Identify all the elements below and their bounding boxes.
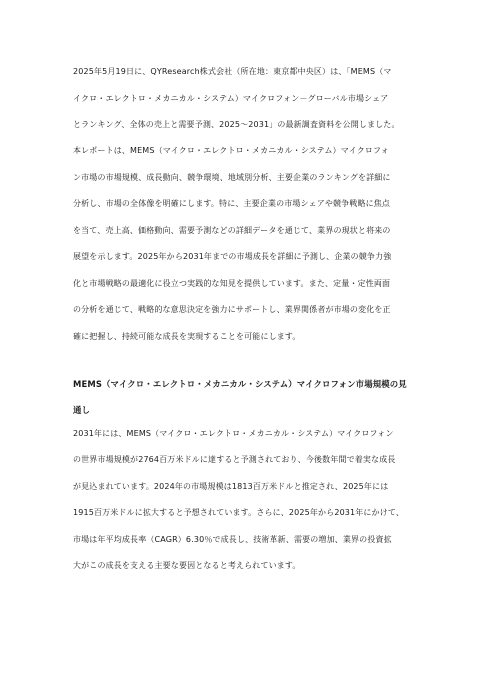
- intro-line: 展望を示します。2025年から2031年までの市場成長を詳細に予測し、企業の競争力強: [73, 252, 392, 261]
- intro-line: とランキング、全体の売上と需要予測、2025～2031」の最新調査資料を公開しました。: [73, 120, 400, 129]
- intro-line: イクロ・エレクトロ・メカニカル・システム）マイクロフォン－グローバル市場シェア: [73, 94, 389, 103]
- intro-line: 分析し、市場の全体像を明確にします。特に、主要企業の市場シェアや競争戦略に焦点: [73, 199, 391, 208]
- section-line: 市場は年平均成長率（CAGR）6.30％で成長し、技術革新、需要の増加、業界の投資拡: [73, 535, 392, 544]
- section-line: 1915百万米ドルに拡大すると予想されています。さらに、2025年から2031年にかけて、: [73, 508, 405, 517]
- section-heading: MEMS（マイクロ・エレクトロ・メカニカル・システム）マイクロフォン市場規模の見: [73, 379, 407, 389]
- intro-line: 本レポートは、MEMS（マイクロ・エレクトロ・メカニカル・システム）マイクロフォ: [73, 146, 389, 155]
- intro-line: ン市場の市場規模、成長動向、競争環境、地域別分析、主要企業のランキングを詳細に: [73, 173, 391, 182]
- section-line: 大がこの成長を支える主要な要因となると考えられています。: [73, 561, 301, 570]
- intro-line: 化と市場戦略の最適化に役立つ実践的な知見を提供しています。また、定量・定性両面: [73, 279, 391, 288]
- section-line: 2031年には、MEMS（マイクロ・エレクトロ・メカニカル・システム）マイクロフォン: [73, 429, 394, 438]
- intro-line: を当て、売上高、価格動向、需要予測などの詳細データを通じて、業界の現状と将来の: [73, 226, 391, 235]
- intro-line: 2025年5月19日に、QYResearch株式会社（所在地：東京都中央区）は、「MEMS（マ: [73, 67, 392, 76]
- intro-line: 確に把握し、持続可能な成長を実現することを可能にします。: [73, 332, 301, 341]
- intro-line: の分析を通じて、戦略的な意思決定を強力にサポートし、業界関係者が市場の変化を正: [73, 305, 391, 314]
- section-line: が見込まれています。2024年の市場規模は1813百万米ドルと推定され、2025年には: [73, 482, 389, 491]
- section-line: の世界市場規模が2764百万米ドルに達すると予測されており、今後数年間で着実な成長: [73, 455, 396, 464]
- section-heading: 通し: [73, 405, 91, 415]
